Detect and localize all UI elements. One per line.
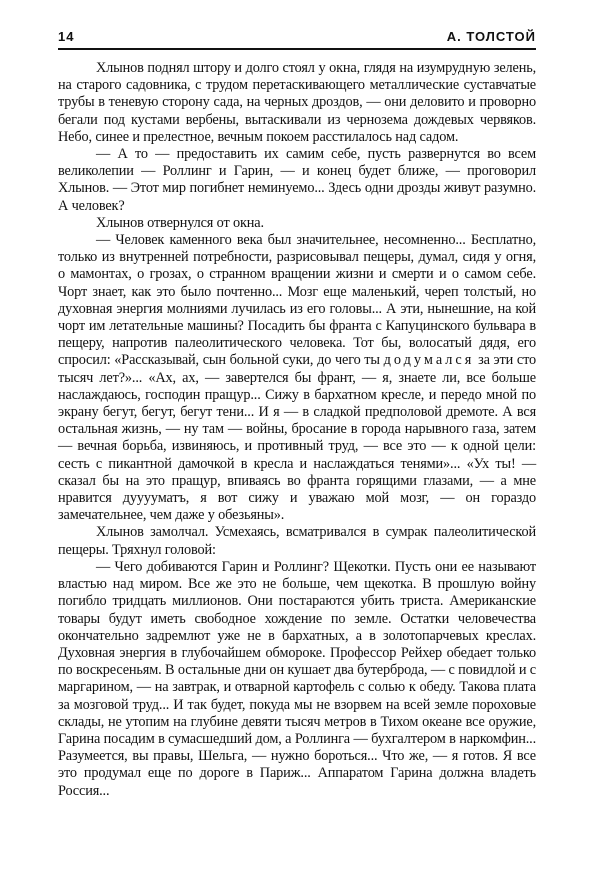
running-head-author: А. ТОЛСТОЙ [446, 29, 536, 44]
page-number: 14 [58, 29, 75, 44]
running-head [58, 29, 536, 49]
spaced-emphasis: додумался [383, 352, 475, 369]
body-text [58, 60, 536, 800]
paragraph: — А то — предоставить их самим себе, пусть развернутся во всем великолепии — Роллинг и Гарин, — и конец будет ближе, — проговорил Хлынов. — Этот мир погибнет неминуемо... Здесь одни дрозды живут разумно. А человек? [58, 146, 536, 214]
paragraph: Хлынов поднял штору и долго стоял у окна, глядя на изумрудную зелень, на старого садовника, с трудом перетаскивающего металлические суставчатые трубы в теневую сторону сада, на черных дроздов, — они деловито и проворно бегали под кустами вербены, вытаскивали из чернозема дождевых червяков. Небо, синее и прелестное, вечным покоем расстилалось над садом. [58, 60, 536, 145]
paragraph: Хлынов отвернулся от окна. [96, 214, 264, 231]
paragraph [58, 232, 536, 524]
header-rule [58, 48, 536, 50]
paragraph-text: — Человек каменного века был значительнее, несомненно... Бесплатно, только из внутренней потребности, разрисовывал пещеры, думал, сидя у огня, о мамонтах, о грозах, о странном вращении жизни и смерти и о самом себе. Чорт знает, как это было почтенно... Мозг еще маленький, череп толстый, но духовная энергия молниями лучилась из его головы... А эти, нынешние, на кой чорт им летательные машины? Посадить бы франта с Капуцинского бульвара в пещеру, напротив палеолитического человека. Тот бы, волосатый дядя, его спросил: «Рассказывай, сын больной суки, до чего ты [58, 232, 536, 369]
paragraph: Хлынов замолчал. Усмехаясь, всматривался в сумрак палеолитической пещеры. Тряхнул головой: [58, 524, 536, 558]
paragraph-text: за эти сто тысяч лет?»... «Ах, ах, — завертелся бы франт, — я, знаете ли, все больше наслаждаюсь, господин пращур... Сижу в бархатном кресле, и передо мной по экрану бегут, бегут, бегут тени... И я — в сладкой предполовой дремоте. А вся остальная жизнь, — ну там — войны, бросание в города нарывного газа, затем — вечная борьба, извиняюсь, и противный труд, — все это — к одной цели: сесть с пикантной дамочкой в кресла и наслаждаться тенями»... «Ух ты! — сказал бы на это пращур, впиваясь во франта горящими глазами, — а мне нравится дууууматъ, я вот сижу и уважаю мой мозг, — он гораздо замечательнее, чем даже у обезьяны». [58, 352, 536, 524]
paragraph: — Чего добиваются Гарин и Роллинг? Щекотки. Пусть они ее называют властью над миром. Все же это не больше, чем щекотка. В прошлую войну погибло тридцать миллионов. Они постараются убить триста. Американские товары будут иметь свободное хождение по земле. Остатки человечества окончательно задремлют уже не в бархатных, а в золотопарчевых креслах. Духовная энергия в глубочайшем обмороке. Профессор Рейхер обедает только по воскресеньям. В остальные дни он кушает два бутерброда, — с повидлой и с маргарином, — на завтрак, и отварной картофель с солью к обеду. Такова плата за мозговой труд... И так будет, покуда мы не взорвем на всей земле пороховые склады, не утопим на глубине девяти тысяч метров в Тихом океане все оружие, Гарина посадим в сумасшедший дом, а Роллинга — бухгалтером в наркомфин... Разумеется, вы правы, Шельга, — нужно бороться... Что же, — я готов. Я все это продумал еще по дороге в Париж... Аппаратом Гарина должна владеть Россия... [58, 558, 536, 799]
